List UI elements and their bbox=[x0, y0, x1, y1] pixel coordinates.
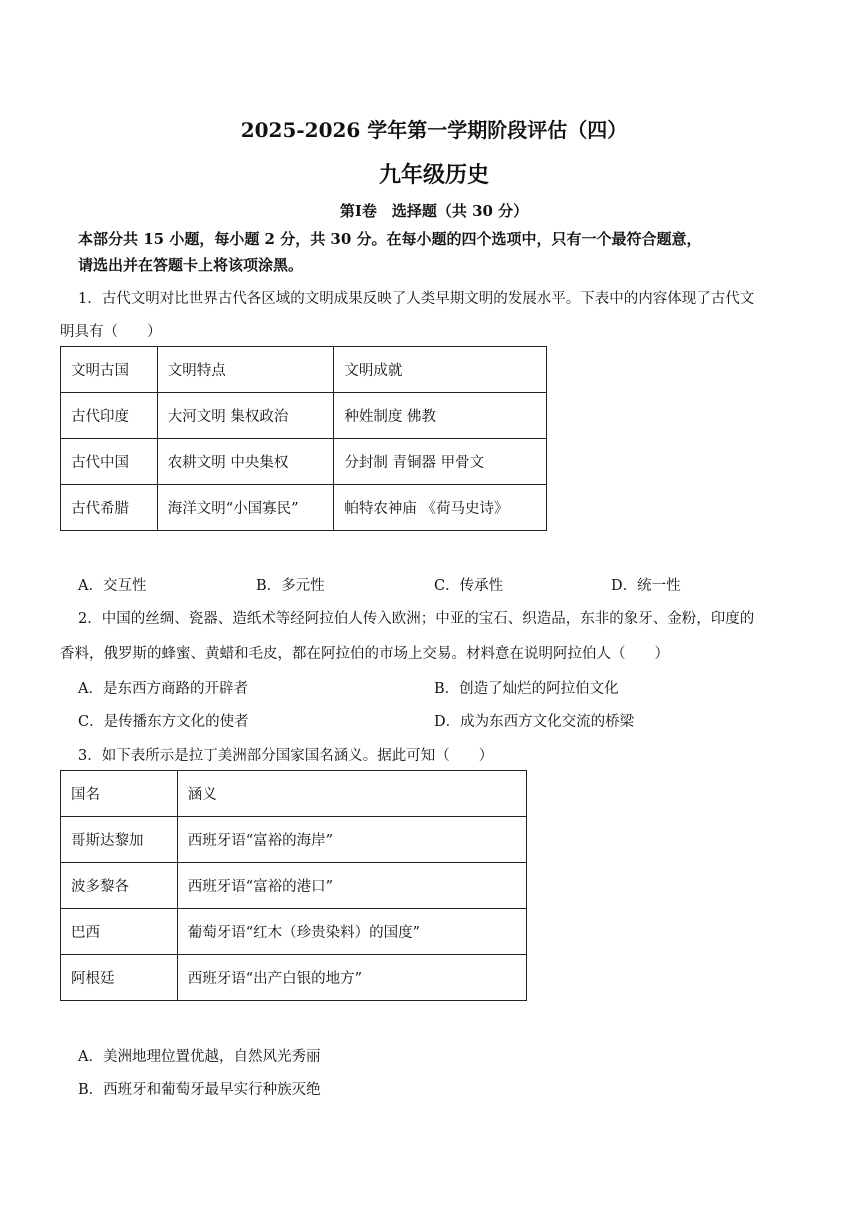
table-row bbox=[61, 393, 547, 439]
instruction-line-1: 本部分共 15 小题，每小题 2 分，共 30 分。在每小题的四个选项中，只有一个最符合题意， bbox=[78, 230, 702, 248]
q1-option-c: C．传承性 bbox=[434, 578, 504, 594]
q2-option-d: D．成为东西方文化交流的桥梁 bbox=[434, 714, 635, 730]
q2-option-b: B．创造了灿烂的阿拉伯文化 bbox=[434, 681, 619, 697]
table-row bbox=[61, 347, 547, 393]
table-cell: 分封制 青铜器 甲骨文 bbox=[334, 439, 547, 485]
q3-option-a: A．美洲地理位置优越，自然风光秀丽 bbox=[78, 1049, 321, 1065]
table-cell: 古代希腊 bbox=[61, 485, 158, 531]
section-heading: 第Ⅰ卷 选择题（共 30 分） bbox=[339, 202, 529, 220]
table-row bbox=[61, 863, 527, 909]
q1-table bbox=[60, 346, 547, 531]
table-cell: 波多黎各 bbox=[61, 863, 178, 909]
table-cell: 种姓制度 佛教 bbox=[334, 393, 547, 439]
q1-option-d: D．统一性 bbox=[611, 578, 681, 594]
q2-stem-line-2: 香料，俄罗斯的蜂蜜、黄蜡和毛皮，都在阿拉伯的市场上交易。材料意在说明阿拉伯人（ ） bbox=[60, 646, 669, 662]
table-row bbox=[61, 439, 547, 485]
table-cell: 帕特农神庙 《荷马史诗》 bbox=[334, 485, 547, 531]
table-row bbox=[61, 485, 547, 531]
q3-table bbox=[60, 770, 527, 1001]
q3-stem: 3．如下表所示是拉丁美洲部分国家国名涵义。据此可知（ ） bbox=[78, 748, 494, 764]
table-cell: 文明古国 bbox=[61, 347, 158, 393]
q3-option-b: B．西班牙和葡萄牙最早实行种族灭绝 bbox=[78, 1082, 321, 1098]
q1-option-b: B．多元性 bbox=[256, 578, 325, 594]
q1-stem-line-1: 1．古代文明对比世界古代各区域的文明成果反映了人类早期文明的发展水平。下表中的内容体现了古代文 bbox=[78, 291, 755, 307]
table-cell: 巴西 bbox=[61, 909, 178, 955]
table-cell: 文明成就 bbox=[334, 347, 547, 393]
table-cell: 哥斯达黎加 bbox=[61, 817, 178, 863]
table-cell: 西班牙语“富裕的港口” bbox=[177, 863, 526, 909]
exam-subtitle: 九年级历史 bbox=[378, 162, 489, 188]
table-cell: 涵义 bbox=[177, 771, 526, 817]
q1-stem-line-2: 明具有（ ） bbox=[60, 324, 162, 340]
table-cell: 古代印度 bbox=[61, 393, 158, 439]
q2-option-c: C．是传播东方文化的使者 bbox=[78, 714, 249, 730]
table-cell: 阿根廷 bbox=[61, 955, 178, 1001]
instruction-line-2: 请选出并在答题卡上将该项涂黑。 bbox=[78, 256, 304, 274]
q1-option-a: A．交互性 bbox=[78, 578, 147, 594]
table-row bbox=[61, 909, 527, 955]
q2-stem-line-1: 2．中国的丝绸、瓷器、造纸术等经阿拉伯人传入欧洲；中亚的宝石、织造品，东非的象牙、金粉，印度的 bbox=[78, 611, 755, 627]
table-cell: 文明特点 bbox=[157, 347, 334, 393]
table-cell: 葡萄牙语“红木（珍贵染料）的国度” bbox=[177, 909, 526, 955]
exam-title: 2025-2026 学年第一学期阶段评估（四） bbox=[240, 118, 628, 142]
table-row bbox=[61, 955, 527, 1001]
table-row bbox=[61, 817, 527, 863]
table-cell: 西班牙语“出产白银的地方” bbox=[177, 955, 526, 1001]
table-cell: 大河文明 集权政治 bbox=[157, 393, 334, 439]
table-row bbox=[61, 771, 527, 817]
table-cell: 西班牙语“富裕的海岸” bbox=[177, 817, 526, 863]
table-cell: 海洋文明“小国寡民” bbox=[157, 485, 334, 531]
table-cell: 国名 bbox=[61, 771, 178, 817]
table-cell: 古代中国 bbox=[61, 439, 158, 485]
table-cell: 农耕文明 中央集权 bbox=[157, 439, 334, 485]
q2-option-a: A．是东西方商路的开辟者 bbox=[78, 681, 248, 697]
